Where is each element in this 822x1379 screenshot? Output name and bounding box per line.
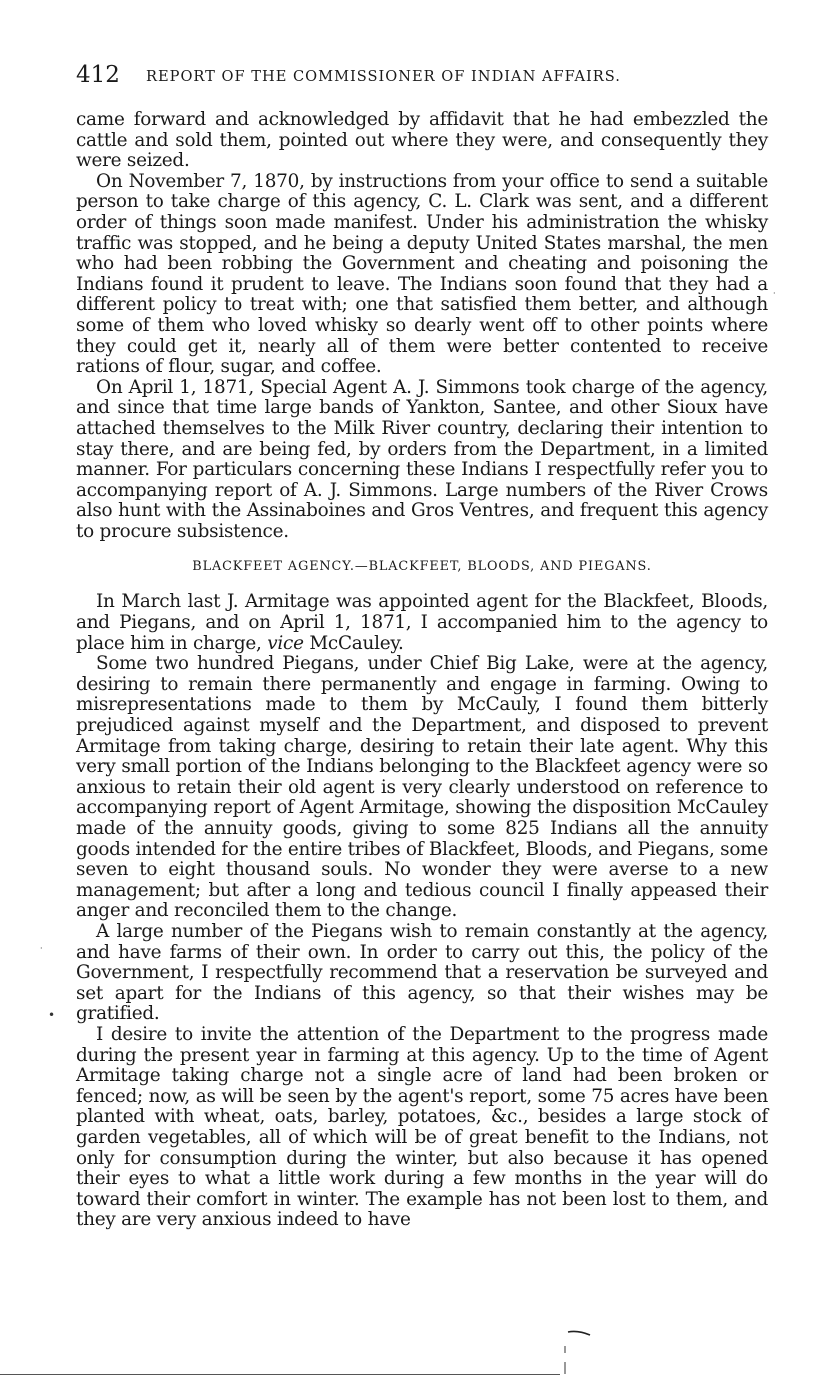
paragraph-continued: came forward and acknowledged by affidavit that he had embezzled the cattle and sold them, pointed out where they were, and consequently they were seized. [76, 109, 768, 172]
page-number: 412 [76, 62, 120, 88]
italic-vice: vice [267, 632, 304, 654]
paragraph-farming-progress: I desire to invite the attention of the Department to the progress made during the present year in farming at this agency. Up to the time of Agent Armitage taking charge not a single acre of land had been broken or fenced; now, as will be seen by the agent's report, some 75 acres have been planted with wheat, oats, barley, potatoes, &c., besides a large stock of garden vegetables, all of which will be of great benefit to the Indians, not only for consumption during the winter, but also because it has opened their eyes to what a little work during a few months in the year will do toward their comfort in winter. The example has not been lost to them, and they are very anxious indeed to have [76, 1023, 768, 1231]
paragraph-armitage-appointment [76, 592, 768, 654]
running-head: REPORT OF THE COMMISSIONER OF INDIAN AFFAIRS. [146, 68, 621, 85]
margin-dot: • [48, 1008, 56, 1022]
margin-dot: · [40, 944, 43, 953]
footer-pencil-mark [556, 1318, 606, 1378]
margin-dot: · [773, 289, 776, 298]
section-heading: BLACKFEET AGENCY.—BLACKFEET, BLOODS, AND PIEGANS. [192, 559, 652, 575]
paragraph-piegans-farms: A large number of the Piegans wish to remain constantly at the agency, and have farms of their own. In order to carry out this, the policy of the Government, I respectfully recommend that a reservation be surveyed and set apart for the Indians of this agency, so that their wishes may be gratified. [76, 920, 768, 1025]
paragraph-clark-agency: On November 7, 1870, by instructions from your office to send a suitable person to take charge of this agency, C. L. Clark was sent, and a different order of things soon made manifest. Under his administration the whisky traffic was stopped, and he being a deputy United States marshal, the men who had been robbing the Government and cheating and poisoning the Indians found it prudent to leave. The Indians soon found that they had a different policy to treat with; one that satisfied them better, and although some of them who loved whisky so dearly went off to other points where they could get it, nearly all of them were better contented to receive rations of flour, sugar, and coffee. [76, 170, 768, 378]
paragraph-simmons-agency: On April 1, 1871, Special Agent A. J. Simmons took charge of the agency, and since that time large bands of Yankton, Santee, and other Sioux have attached themselves to the Milk River country, declaring their intention to stay there, and are being fed, by orders from the Department, in a limited manner. For particulars concerning these Indians I respectfully refer you to accompanying report of A. J. Simmons. Large numbers of the River Crows also hunt with the Assinaboines and Gros Ventres, and frequent this agency to procure subsistence. [76, 376, 768, 542]
paragraph-armitage-end: McCauley. [309, 632, 404, 654]
paragraph-armitage-text: In March last J. Armitage was appointed agent for the Blackfeet, Bloods, and Piegans, and on April 1, 1871, I accompanied him to the agency to place him in charge, [76, 591, 768, 654]
page-header [76, 62, 770, 92]
body-text [76, 110, 768, 1231]
paragraph-piegans-big-lake: Some two hundred Piegans, under Chief Big Lake, were at the agency, desiring to remain there permanently and engage in farming. Owing to misrepresentations made to them by McCauly, I found them bitterly prejudiced against myself and the Department, and disposed to prevent Armitage from taking charge, desiring to retain their late agent. Why this very small portion of the Indians belonging to the Blackfeet agency were so anxious to retain their old agent is very clearly understood on reference to accompanying report of Agent Armitage, showing the disposition McCauley made of the annuity goods, giving to some 825 Indians all the annuity goods intended for the entire tribes of Blackfeet, Bloods, and Piegans, some seven to eight thousand souls. No wonder they were averse to a new management; but after a long and tedious council I finally appeased their anger and reconciled them to the change. [76, 653, 768, 922]
footer-rule [0, 1374, 560, 1375]
